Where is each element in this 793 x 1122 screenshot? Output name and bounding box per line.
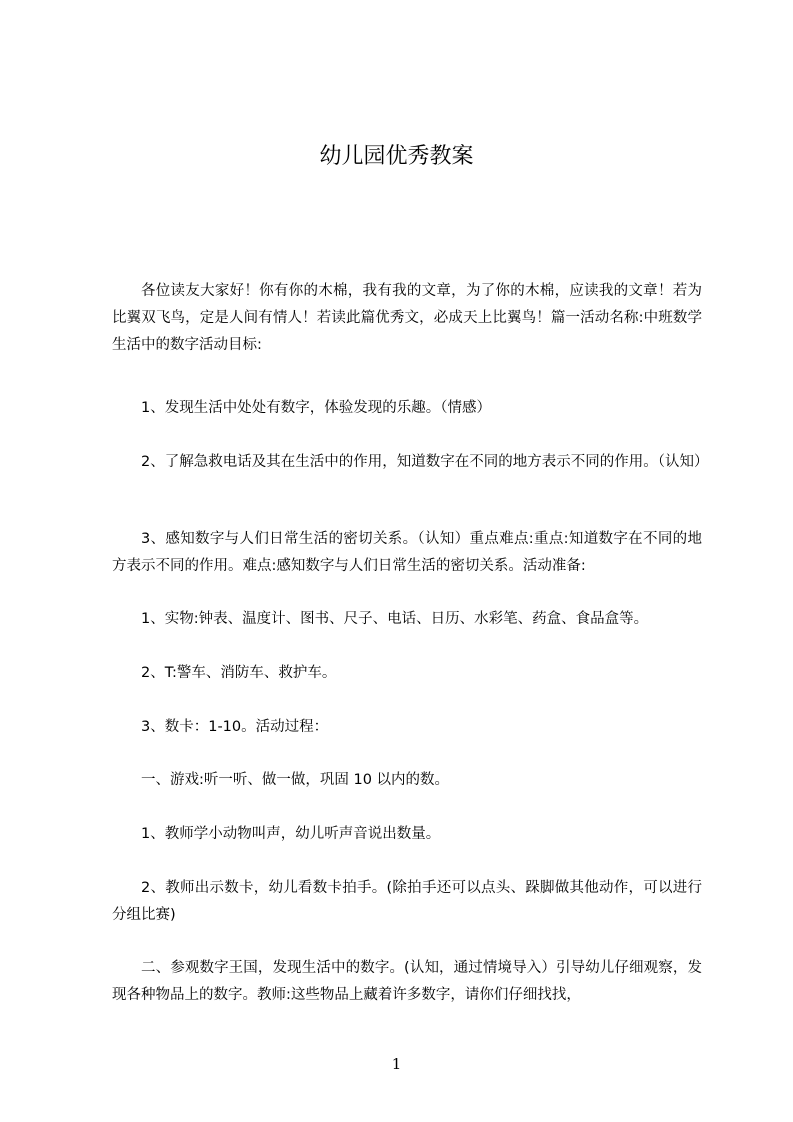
paragraph-process-2: 二、参观数字王国，发现生活中的数字。(认知，通过情境导入）引导幼儿仔细观察，发现各种物品上的数字。教师:这些物品上藏着许多数字，请你们仔细找找， — [112, 960, 702, 1003]
paragraph-intro: 各位读友大家好！你有你的木棉，我有我的文章，为了你的木棉，应读我的文章！若为比翼双飞鸟，定是人间有情人！若读此篇优秀文，必成天上比翼鸟！篇一活动名称:中班数学生活中的数字活动目标: — [112, 283, 702, 353]
paragraph-prep-2: 2、T:警车、消防车、救护车。 — [141, 665, 337, 681]
document-title: 幼儿园优秀教案 — [319, 144, 474, 169]
paragraph-goal-3: 3、感知数字与人们日常生活的密切关系。（认知）重点难点:重点:知道数字在不同的地方表示不同的作用。难点:感知数字与人们日常生活的密切关系。活动准备: — [112, 531, 702, 574]
paragraph-prep-1: 1、实物:钟表、温度计、图书、尺子、电话、日历、水彩笔、药盒、食品盒等。 — [141, 611, 649, 627]
paragraph-process-1-2: 2、教师出示数卡，幼儿看数卡拍手。(除拍手还可以点头、跺脚做其他动作，可以进行分组比赛) — [112, 880, 702, 923]
paragraph-process-1: 一、游戏:听一听、做一做，巩固 10 以内的数。 — [141, 772, 450, 788]
page-number: 1 — [391, 1055, 402, 1073]
paragraph-prep-3: 3、数卡：1-10。活动过程： — [141, 719, 329, 735]
paragraph-goal-2: 2、了解急救电话及其在生活中的作用，知道数字在不同的地方表示不同的作用。（认知） — [141, 454, 709, 470]
paragraph-process-1-1: 1、教师学小动物叫声，幼儿听声音说出数量。 — [141, 826, 441, 842]
paragraph-goal-1: 1、发现生活中处处有数字，体验发现的乐趣。（情感） — [141, 400, 491, 416]
